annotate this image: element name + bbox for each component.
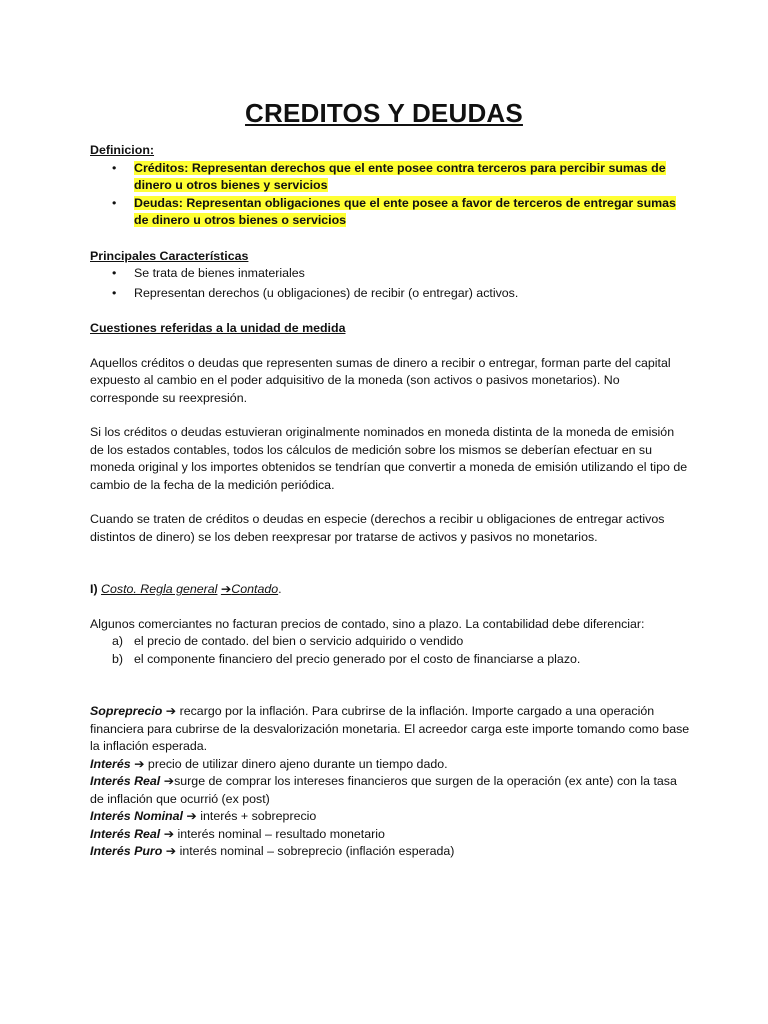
term-definition: precio de utilizar dinero ajeno durante un tiempo dado.: [144, 756, 448, 771]
definicion-deudas: Deudas: Representan obligaciones que el ente posee a favor de terceros de entregar sumas de dinero u otros bienes o servicios: [134, 195, 676, 227]
term-line: [90, 703, 690, 756]
document-body: [90, 142, 690, 861]
paragraph: Aquellos créditos o deudas que representen sumas de dinero a recibir o entregar, forman parte del capital expuesto al cambio en el poder adquisitivo de la moneda (son activos o pasivos monetarios). No corresponde su reexpresión.: [90, 355, 671, 405]
term-line: [90, 808, 690, 826]
caracteristicas-heading: Principales Características: [90, 248, 249, 263]
term-label: Sopreprecio: [90, 704, 163, 718]
term-label: Interés Puro: [90, 844, 163, 858]
bullet-icon: •: [112, 266, 117, 280]
terms-block: [90, 703, 690, 861]
term-definition: interés + sobreprecio: [196, 809, 317, 823]
bullet-icon: •: [112, 195, 117, 210]
section-number: I): [90, 582, 98, 596]
list-number: a): [112, 634, 124, 648]
paragraph: Cuando se traten de créditos o deudas en especie (derechos a recibir u obligaciones de entregar activos distintos de dinero) se los deben reexpresar por tratarse de activos y pasivos no monetarios.: [90, 512, 665, 544]
unidad-medida-heading: Cuestiones referidas a la unidad de medida: [90, 321, 346, 335]
list-item: [90, 633, 690, 651]
caracteristica-text: Representan derechos (u obligaciones) de recibir (o entregar) activos.: [134, 285, 519, 300]
definicion-heading: Definicion:: [90, 143, 155, 157]
paragraph: Si los créditos o deudas estuvieran originalmente nominados en moneda distinta de la moneda de emisión de los estados contables, todos los cálculos de medición sobre los mismos se deberían efectuar en su moneda original y los importes obtenidos se tendrían que convertir a moneda de emisión utilizando el tipo de cambio de la fecha de la medición periódica.: [90, 425, 688, 492]
list-item: [90, 285, 690, 303]
term-line: [90, 756, 690, 774]
term-line: [90, 773, 690, 808]
arrow-icon: ➔: [163, 774, 175, 788]
term-definition: interés nominal – sobreprecio (inflación esperada): [176, 844, 455, 858]
arrow-icon: ➔: [186, 809, 197, 823]
arrow-icon: ➔: [163, 826, 175, 841]
list-item: [90, 195, 690, 230]
arrow-icon: ➔: [165, 704, 177, 718]
caracteristica-text: Se trata de bienes inmateriales: [134, 266, 305, 280]
section-suffix: .: [278, 582, 282, 596]
list-item: [90, 265, 690, 283]
term-definition: interés nominal – resultado monetario: [174, 826, 385, 841]
list-item: [90, 160, 690, 195]
bullet-icon: •: [112, 285, 117, 300]
term-line: [90, 826, 690, 844]
section-label: Costo. Regla general: [101, 582, 218, 596]
term-definition: surge de comprar los intereses financieros que surgen de la operación (ex ante) con la tasa de inflación que ocurrió (ex post): [90, 774, 677, 806]
section-heading-costo: [90, 581, 690, 599]
page-title: CREDITOS Y DEUDAS: [245, 98, 523, 128]
bullet-icon: •: [112, 160, 117, 175]
arrow-icon: ➔: [165, 844, 177, 858]
paragraph: Algunos comerciantes no facturan precios de contado, sino a plazo. La contabilidad debe diferenciar:: [90, 616, 645, 631]
term-definition: recargo por la inflación. Para cubrirse de la inflación. Importe cargado a una operación financiera para cubrirse de la desvalorización monetaria. El acreedor carga este importe tomando como base la inflación esperada.: [90, 704, 690, 753]
list-item-text: el precio de contado. del bien o servicio adquirido o vendido: [134, 634, 464, 648]
term-label: Interés: [90, 756, 131, 771]
arrow-icon: ➔: [134, 756, 145, 771]
term-label: Interés Nominal: [90, 809, 183, 823]
definicion-creditos: Créditos: Representan derechos que el ente posee contra terceros para percibir sumas de dinero u otros bienes y servicios: [134, 160, 666, 192]
section-target: Contado: [231, 582, 279, 596]
arrow-icon: ➔: [220, 582, 232, 596]
seccion1-list: [90, 633, 690, 668]
list-item: [90, 651, 690, 669]
caracteristicas-list: [90, 265, 690, 302]
term-line: [90, 843, 690, 861]
term-label: Interés Real: [90, 826, 161, 841]
definicion-list: [90, 160, 690, 230]
list-item-text: el componente financiero del precio generado por el costo de financiarse a plazo.: [134, 651, 581, 666]
list-number: b): [112, 651, 124, 666]
term-label: Interés Real: [90, 774, 161, 788]
